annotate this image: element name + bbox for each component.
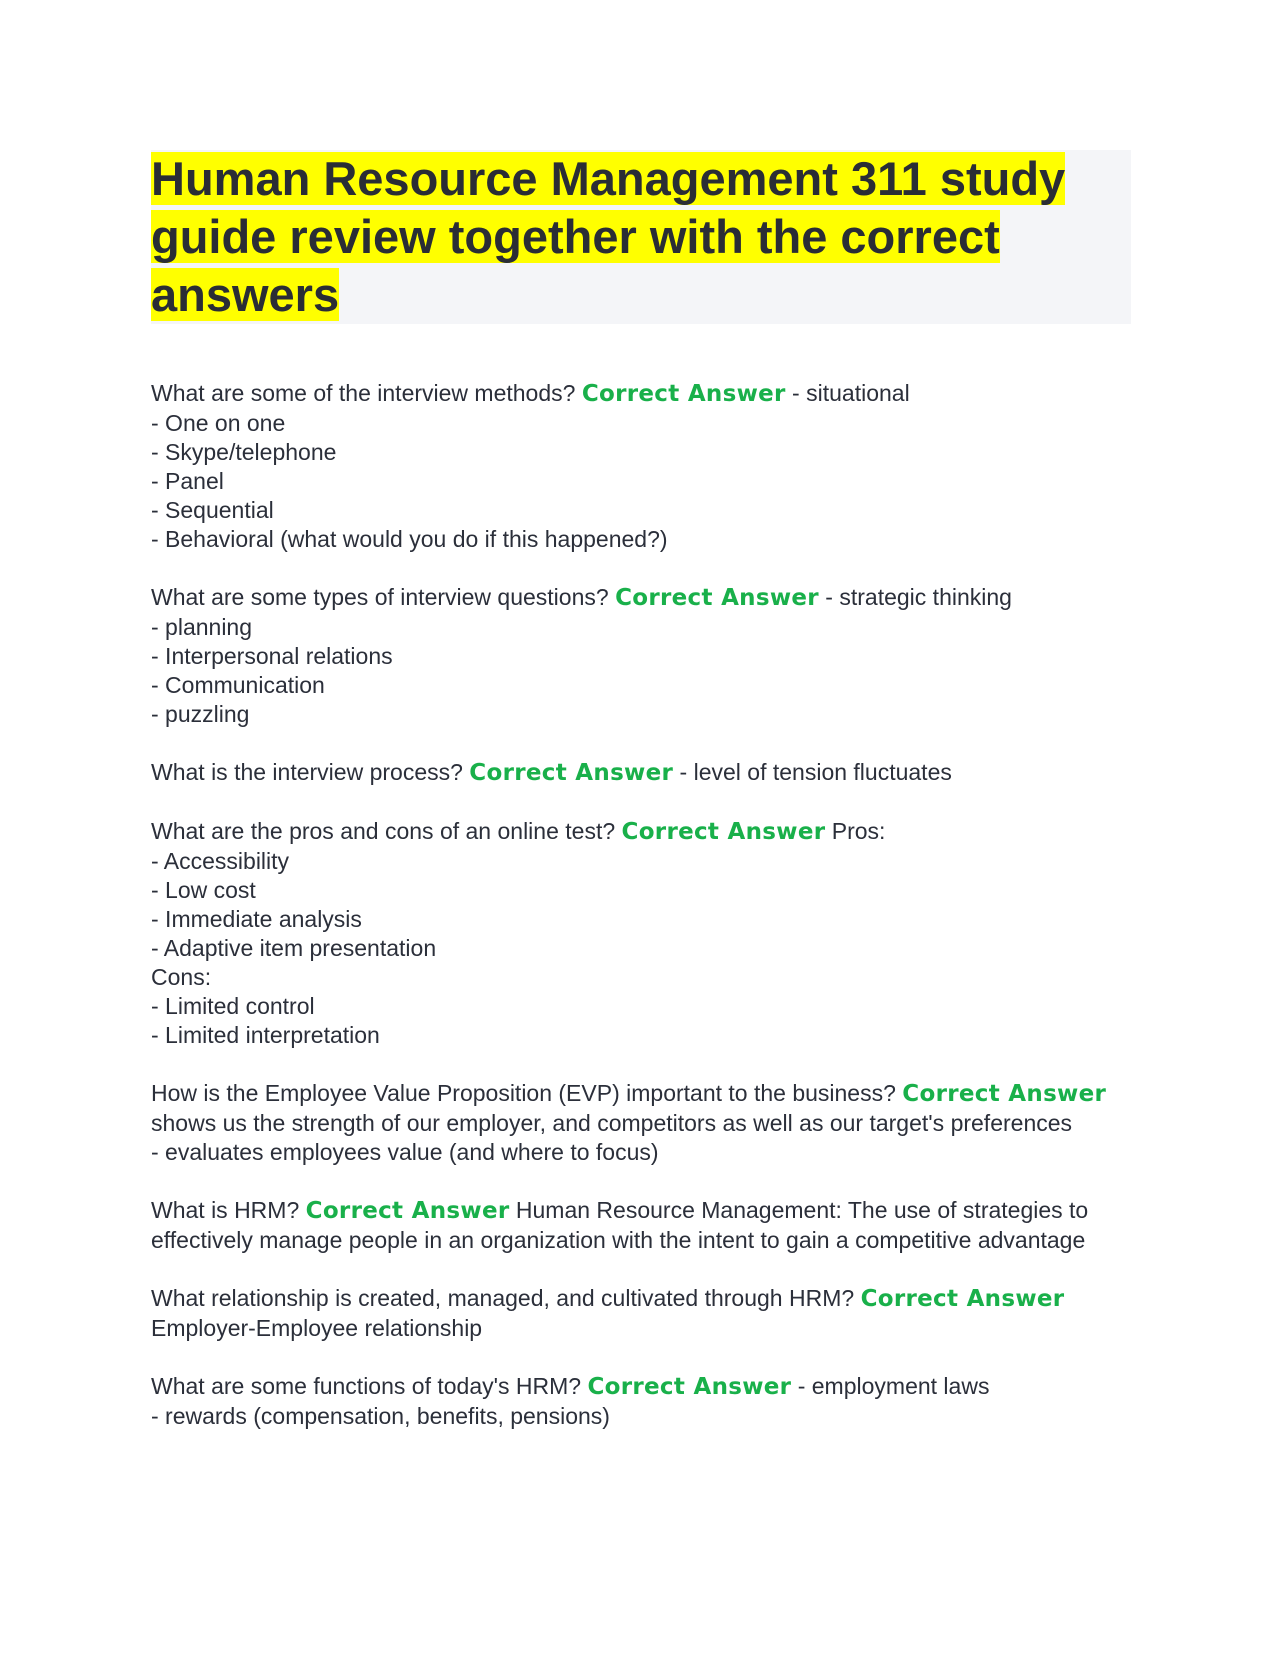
qa-item — [151, 1196, 1131, 1255]
title-highlight: Human Resource Management 311 study guide review together with the correct answers — [151, 152, 1066, 321]
qa-item — [151, 758, 1131, 788]
correct-answer-label: Correct Answer — [581, 381, 786, 407]
answer-line: - puzzling — [151, 701, 250, 727]
correct-answer-label: Correct Answer — [860, 1286, 1065, 1312]
qa-question-line — [151, 583, 1131, 613]
qa-question-line — [151, 1284, 1131, 1343]
question-text: What are some of the interview methods? — [151, 380, 582, 406]
correct-answer-label: Correct Answer — [587, 1374, 792, 1400]
answer-text: Employer-Employee relationship — [151, 1315, 483, 1341]
correct-answer-label: Correct Answer — [469, 760, 674, 786]
qa-list — [151, 379, 1131, 1431]
answer-text: Pros: — [825, 818, 886, 844]
qa-item — [151, 817, 1131, 1050]
qa-item — [151, 379, 1131, 554]
qa-question-line — [151, 817, 1131, 847]
answer-line: Cons: — [151, 964, 212, 990]
qa-item — [151, 583, 1131, 729]
answer-line: - rewards (compensation, benefits, pensions) — [151, 1403, 610, 1429]
answer-line: - Communication — [151, 672, 325, 698]
answer-text: - employment laws — [791, 1373, 990, 1399]
answer-line: - Skype/telephone — [151, 439, 337, 465]
title-block — [151, 150, 1131, 324]
qa-item — [151, 1284, 1131, 1343]
answer-text: Human Resource Management: The use of strategies to effectively manage people in an organization with the intent to gain a competitive advantage — [151, 1197, 1089, 1253]
document-page — [151, 150, 1131, 1460]
answer-line: - Limited interpretation — [151, 1022, 380, 1048]
qa-question-line — [151, 1079, 1131, 1138]
answer-line: - One on one — [151, 410, 286, 436]
qa-item — [151, 1079, 1131, 1167]
answer-line: - Limited control — [151, 993, 315, 1019]
correct-answer-label: Correct Answer — [615, 585, 819, 611]
document-title — [151, 150, 1131, 324]
answer-line: - Low cost — [151, 877, 256, 903]
qa-item — [151, 1372, 1131, 1431]
qa-question-line — [151, 758, 1131, 788]
correct-answer-label: Correct Answer — [305, 1198, 510, 1224]
answer-text: shows us the strength of our employer, and competitors as well as our target's preferences — [151, 1110, 1073, 1136]
question-text: What is HRM? — [151, 1197, 306, 1223]
answer-text: - level of tension fluctuates — [673, 759, 952, 785]
answer-line: - evaluates employees value (and where to focus) — [151, 1139, 659, 1165]
qa-question-line — [151, 379, 1131, 409]
answer-line: - Panel — [151, 468, 224, 494]
question-text: What is the interview process? — [151, 759, 470, 785]
answer-line: - Accessibility — [151, 848, 290, 874]
question-text: What are some types of interview questions? — [151, 584, 616, 610]
qa-question-line — [151, 1372, 1131, 1402]
question-text: What relationship is created, managed, and cultivated through HRM? — [151, 1285, 861, 1311]
answer-line: - planning — [151, 614, 253, 640]
answer-line: - Interpersonal relations — [151, 643, 393, 669]
correct-answer-label: Correct Answer — [902, 1081, 1107, 1107]
qa-question-line — [151, 1196, 1131, 1255]
answer-line: - Immediate analysis — [151, 906, 362, 932]
answer-line: - Sequential — [151, 497, 274, 523]
answer-text: - strategic thinking — [818, 584, 1012, 610]
answer-text: - situational — [785, 380, 910, 406]
question-text: What are the pros and cons of an online test? — [151, 818, 622, 844]
answer-line: - Behavioral (what would you do if this happened?) — [151, 526, 668, 552]
answer-line: - Adaptive item presentation — [151, 935, 437, 961]
correct-answer-label: Correct Answer — [621, 819, 826, 845]
question-text: What are some functions of today's HRM? — [151, 1373, 588, 1399]
question-text: How is the Employee Value Proposition (EVP) important to the business? — [151, 1080, 903, 1106]
